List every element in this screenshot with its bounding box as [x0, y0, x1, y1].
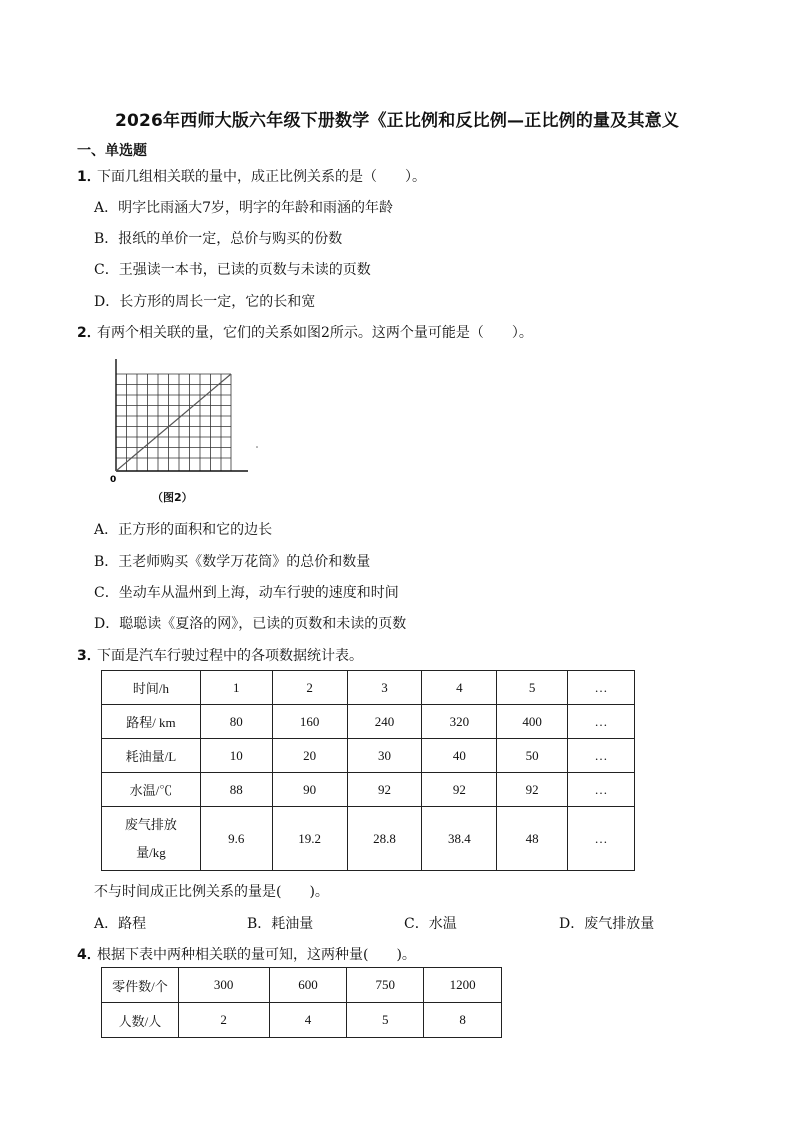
table-cell: 88: [200, 773, 272, 807]
table-cell: 92: [422, 773, 497, 807]
table-cell: 92: [347, 773, 422, 807]
table-cell: 90: [272, 773, 347, 807]
table-cell: 240: [347, 705, 422, 739]
q3-option-b: B．耗油量: [247, 916, 314, 932]
table-cell: 300: [178, 968, 269, 1003]
question-number: 3．: [77, 648, 101, 664]
table-cell: 38.4: [422, 807, 497, 871]
table-cell: …: [568, 807, 635, 871]
proportion-graph: [100, 355, 270, 485]
table-header-cell: 耗油量/L: [102, 739, 201, 773]
table-header-cell: 零件数/个: [102, 968, 179, 1003]
table-cell: 48: [497, 807, 568, 871]
table-cell: 750: [347, 968, 424, 1003]
q1-option-c: C．王强读一本书，已读的页数与未读的页数: [94, 262, 371, 278]
figure-caption: （图2）: [152, 491, 193, 504]
table-cell: 10: [200, 739, 272, 773]
table-cell: 400: [497, 705, 568, 739]
table-cell: 1: [200, 671, 272, 705]
q2-option-c: C．坐动车从温州到上海，动车行驶的速度和时间: [94, 585, 399, 601]
table-cell: 4: [269, 1003, 347, 1038]
table-cell: 1200: [424, 968, 502, 1003]
q1-option-d: D．长方形的周长一定，它的长和宽: [94, 294, 316, 310]
table-row: [102, 773, 635, 807]
table-cell: …: [568, 773, 635, 807]
table-cell: 600: [269, 968, 347, 1003]
table-cell: 8: [424, 1003, 502, 1038]
table-cell: 50: [497, 739, 568, 773]
question-2: [77, 322, 533, 342]
table-cell: 2: [178, 1003, 269, 1038]
table-header-cell: 路程/ km: [102, 705, 201, 739]
q1-option-a: A．明字比雨涵大7岁，明字的年龄和雨涵的年龄: [94, 200, 394, 216]
table-cell: 19.2: [272, 807, 347, 871]
question-number: 1．: [77, 169, 101, 185]
q3-option-c: C．水温: [404, 916, 457, 932]
table-cell: 20: [272, 739, 347, 773]
question-stem: 有两个相关联的量，它们的关系如图2所示。这两个量可能是（ ）。: [97, 325, 533, 341]
table-header-cell: 时间/h: [102, 671, 201, 705]
table-row: [102, 807, 635, 871]
table-cell: 28.8: [347, 807, 422, 871]
proportion-line: [116, 374, 231, 471]
q3-follow-up-question: 不与时间成正比例关系的量是( )。: [94, 884, 329, 900]
question-number: 2．: [77, 325, 101, 341]
axis-end-dot: [256, 446, 258, 448]
q1-option-b: B．报纸的单价一定，总价与购买的份数: [94, 231, 343, 247]
q2-option-a: A．正方形的面积和它的边长: [94, 522, 273, 538]
table-row: [102, 1003, 502, 1038]
page-title: 2026年西师大版六年级下册数学《正比例和反比例—正比例的量及其意义: [114, 111, 680, 131]
question-stem: 下面几组相关联的量中，成正比例关系的是（ ）。: [97, 169, 426, 185]
question-3: [77, 645, 363, 665]
table-row: [102, 671, 635, 705]
table-row: [102, 739, 635, 773]
vehicle-data-table: [101, 670, 635, 871]
table-cell: 2: [272, 671, 347, 705]
table-cell: 320: [422, 705, 497, 739]
question-stem: 下面是汽车行驶过程中的各项数据统计表。: [97, 648, 363, 664]
table-cell: 92: [497, 773, 568, 807]
table-cell: 5: [347, 1003, 424, 1038]
table-cell: 80: [200, 705, 272, 739]
table-cell: 9.6: [200, 807, 272, 871]
table-row: [102, 705, 635, 739]
table-row: [102, 968, 502, 1003]
q2-option-b: B．王老师购买《数学万花筒》的总价和数量: [94, 554, 371, 570]
parts-workers-table: [101, 967, 502, 1038]
table-cell: …: [568, 739, 635, 773]
table-cell: 30: [347, 739, 422, 773]
question-4: [77, 944, 416, 964]
table-cell: …: [568, 671, 635, 705]
table-cell: 5: [497, 671, 568, 705]
table-cell: 4: [422, 671, 497, 705]
table-cell: …: [568, 705, 635, 739]
q2-option-d: D．聪聪读《夏洛的网》，已读的页数和未读的页数: [94, 616, 407, 632]
q3-option-d: D．废气排放量: [559, 916, 655, 932]
table-cell: 40: [422, 739, 497, 773]
section-heading: 一、单选题: [77, 143, 147, 159]
table-cell: 160: [272, 705, 347, 739]
question-1: [77, 166, 426, 186]
table-cell: 3: [347, 671, 422, 705]
graph-origin-label: 0: [110, 475, 117, 485]
table-header-cell: 废气排放量/kg: [102, 807, 201, 871]
q3-option-a: A．路程: [94, 916, 147, 932]
question-number: 4．: [77, 947, 101, 963]
table-header-cell: 水温/℃: [102, 773, 201, 807]
table-header-cell: 人数/人: [102, 1003, 179, 1038]
question-stem: 根据下表中两种相关联的量可知，这两种量( )。: [97, 947, 416, 963]
